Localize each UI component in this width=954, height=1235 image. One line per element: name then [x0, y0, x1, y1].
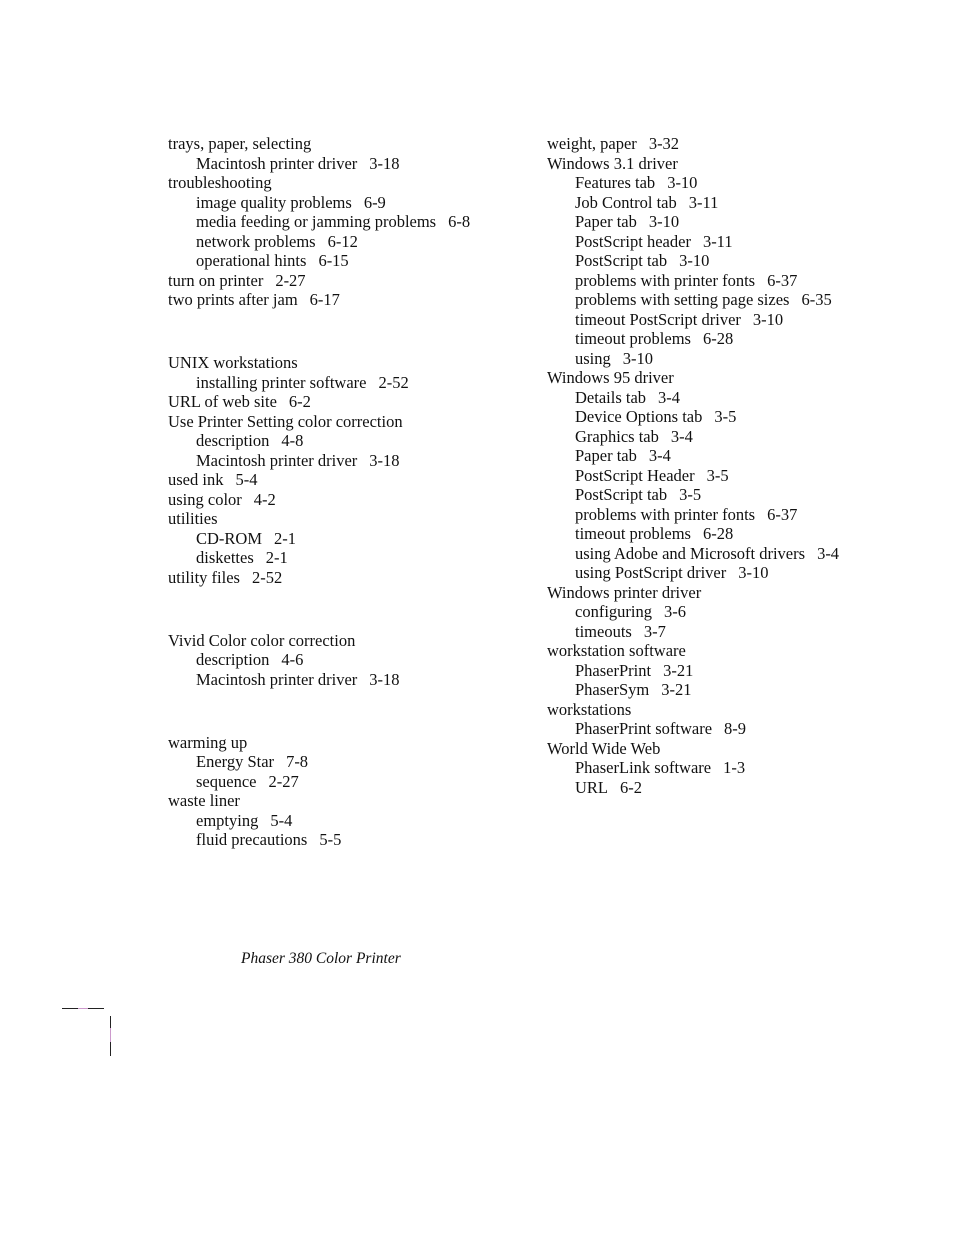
index-entry	[168, 353, 528, 373]
index-subentry	[547, 719, 927, 739]
index-term: URL of web site	[168, 392, 277, 411]
index-page-ref: 6-28	[702, 524, 734, 543]
index-page-ref: 3-10	[752, 309, 784, 329]
index-page-ref: 3-18	[369, 153, 400, 173]
index-subentry	[168, 830, 528, 850]
index-entry	[168, 392, 528, 412]
index-term: workstation software	[547, 641, 686, 660]
index-term: using	[575, 348, 611, 368]
index-entry	[547, 583, 927, 603]
index-term: operational hints	[196, 251, 307, 270]
index-page-ref: 2-52	[378, 372, 409, 392]
index-page-ref: 3-10	[679, 251, 710, 270]
index-subentry	[547, 758, 927, 778]
index-page-ref: 6-9	[363, 192, 386, 212]
index-entry	[168, 290, 528, 310]
index-entry	[168, 470, 528, 490]
index-term: UNIX workstations	[168, 353, 298, 372]
index-page-ref: 3-5	[679, 485, 702, 504]
index-term: turn on printer	[168, 270, 264, 290]
index-term: PostScript tab	[575, 485, 668, 504]
index-subentry	[547, 466, 927, 486]
index-page-ref: 2-52	[251, 567, 283, 587]
index-term: PostScript Header	[575, 465, 695, 485]
index-subentry	[168, 431, 528, 451]
index-entry	[547, 154, 927, 174]
index-page-ref: 6-8	[448, 212, 471, 231]
index-page-ref: 2-27	[268, 771, 299, 791]
index-term: Features tab	[575, 173, 656, 192]
index-page-ref: 6-28	[702, 329, 734, 348]
index-subentry	[547, 427, 927, 447]
index-subentry	[547, 680, 927, 700]
section-gap	[168, 310, 528, 354]
index-term: media feeding or jamming problems	[196, 212, 437, 231]
index-term: trays, paper, selecting	[168, 134, 312, 153]
index-page-ref: 6-2	[620, 777, 642, 797]
index-term: emptying	[196, 810, 259, 830]
index-term: Details tab	[575, 387, 647, 407]
section-gap	[168, 689, 528, 733]
index-page-ref: 4-8	[281, 431, 304, 450]
index-entry	[547, 368, 927, 388]
index-subentry	[547, 310, 927, 330]
index-subentry	[168, 650, 528, 670]
index-term: description	[196, 650, 270, 669]
index-term: Windows 95 driver	[547, 368, 674, 387]
index-subentry	[168, 811, 528, 831]
index-term: sequence	[196, 771, 257, 791]
index-page-ref: 6-2	[288, 392, 311, 411]
index-term: PostScript tab	[575, 251, 668, 270]
index-page-ref: 7-8	[286, 752, 309, 771]
index-entry	[168, 631, 528, 651]
index-term: installing printer software	[196, 372, 367, 392]
index-term: network problems	[196, 231, 316, 251]
index-subentry	[168, 154, 528, 174]
index-page-ref: 1-3	[723, 758, 746, 777]
footer-title: Phaser 380 Color Printer	[241, 950, 401, 967]
index-entry	[168, 134, 528, 154]
index-column-right	[547, 134, 927, 797]
index-subentry	[547, 661, 927, 681]
index-subentry	[547, 251, 927, 271]
index-subentry	[547, 505, 927, 525]
index-page-ref: 3-6	[663, 602, 686, 621]
index-subentry	[547, 271, 927, 291]
index-subentry	[168, 232, 528, 252]
index-term: problems with setting page sizes	[575, 290, 790, 309]
index-entry	[168, 412, 528, 432]
index-subentry	[547, 524, 927, 544]
index-page-ref: 6-12	[327, 231, 358, 251]
index-entry	[547, 641, 927, 661]
index-term: image quality problems	[196, 192, 352, 212]
index-page-ref: 3-10	[622, 348, 654, 368]
index-subentry	[547, 329, 927, 349]
index-term: waste liner	[168, 791, 240, 810]
index-term: World Wide Web	[547, 738, 661, 758]
index-term: Windows 3.1 driver	[547, 153, 678, 173]
index-term: Job Control tab	[575, 192, 677, 212]
index-page-ref: 6-37	[767, 270, 798, 290]
index-page-ref: 3-11	[688, 192, 719, 212]
index-term: fluid precautions	[196, 830, 308, 849]
index-term: PhaserSym	[575, 680, 650, 699]
index-page-ref: 3-10	[667, 173, 698, 192]
index-page-ref: 8-9	[724, 719, 747, 738]
index-term: Energy Star	[196, 752, 275, 771]
index-term: diskettes	[196, 548, 254, 567]
index-entry	[168, 568, 528, 588]
index-subentry	[168, 373, 528, 393]
index-term: used ink	[168, 470, 224, 489]
index-page-ref: 3-21	[663, 660, 694, 680]
index-term: Paper tab	[575, 212, 637, 231]
section-gap	[168, 587, 528, 631]
index-term: utilities	[168, 509, 218, 528]
index-term: timeout problems	[575, 524, 691, 543]
index-subentry	[168, 451, 528, 471]
index-subentry	[168, 193, 528, 213]
index-subentry	[547, 563, 927, 583]
index-page-ref: 2-27	[275, 270, 306, 290]
index-subentry	[547, 290, 927, 310]
index-term: Macintosh printer driver	[196, 450, 358, 470]
index-page-ref: 6-15	[318, 251, 349, 270]
index-term: timeout problems	[575, 329, 691, 348]
index-subentry	[168, 670, 528, 690]
index-subentry	[547, 485, 927, 505]
index-subentry	[168, 212, 528, 232]
index-subentry	[547, 446, 927, 466]
index-term: Macintosh printer driver	[196, 153, 358, 173]
index-term: Use Printer Setting color correction	[168, 411, 403, 431]
index-subentry	[168, 548, 528, 568]
index-term: troubleshooting	[168, 173, 272, 192]
index-subentry	[168, 529, 528, 549]
index-page-ref: 3-11	[702, 231, 733, 251]
index-page-ref: 5-4	[270, 810, 293, 830]
index-term: Paper tab	[575, 446, 637, 465]
index-page-ref: 6-17	[309, 290, 340, 309]
index-page-ref: 3-32	[648, 134, 680, 153]
index-page-ref: 3-18	[369, 669, 400, 689]
index-term: Device Options tab	[575, 407, 703, 426]
index-subentry	[547, 602, 927, 622]
index-term: warming up	[168, 732, 248, 752]
index-page-ref: 2-1	[274, 528, 297, 548]
index-entry	[168, 509, 528, 529]
index-subentry	[168, 251, 528, 271]
index-entry	[168, 490, 528, 510]
index-subentry	[168, 752, 528, 772]
index-page-ref: 3-21	[661, 680, 692, 699]
index-entry	[168, 791, 528, 811]
index-page-ref: 3-10	[648, 212, 680, 231]
index-term: using color	[168, 489, 242, 509]
index-term: PhaserPrint	[575, 660, 652, 680]
index-page-ref: 3-7	[643, 621, 666, 641]
index-term: configuring	[575, 602, 652, 621]
index-subentry	[547, 212, 927, 232]
index-term: Graphics tab	[575, 426, 659, 446]
index-page-ref: 6-37	[767, 504, 798, 524]
index-term: description	[196, 431, 270, 450]
index-term: timeout PostScript driver	[575, 309, 741, 329]
index-entry	[547, 134, 927, 154]
index-entry	[168, 173, 528, 193]
index-subentry	[547, 388, 927, 408]
index-subentry	[547, 622, 927, 642]
index-page-ref: 5-5	[319, 830, 342, 849]
index-page-ref: 4-2	[253, 489, 276, 509]
index-page-ref: 3-4	[648, 446, 671, 465]
index-page-ref: 3-4	[658, 387, 681, 407]
index-page-ref: 5-4	[235, 470, 258, 489]
index-term: weight, paper	[547, 134, 637, 153]
index-entry	[168, 733, 528, 753]
index-term: Windows printer driver	[547, 582, 702, 602]
index-column-left	[168, 134, 528, 850]
index-term: workstations	[547, 699, 632, 719]
index-term: URL	[575, 777, 608, 797]
index-subentry	[547, 173, 927, 193]
index-term: two prints after jam	[168, 290, 298, 309]
index-term: problems with printer fonts	[575, 504, 756, 524]
index-page-ref: 4-6	[281, 650, 304, 669]
index-entry	[547, 739, 927, 759]
index-page-ref: 3-10	[738, 563, 769, 582]
index-subentry	[547, 407, 927, 427]
index-page-ref: 6-35	[801, 290, 832, 309]
index-page-ref: 3-18	[369, 450, 400, 470]
index-term: Macintosh printer driver	[196, 669, 358, 689]
index-subentry	[547, 544, 927, 564]
index-subentry	[547, 349, 927, 369]
index-subentry	[547, 778, 927, 798]
index-term: problems with printer fonts	[575, 270, 756, 290]
crop-mark-accent-vertical	[110, 1028, 111, 1042]
index-term: using PostScript driver	[575, 563, 727, 582]
crop-mark-accent	[78, 1008, 88, 1009]
index-term: PhaserLink software	[575, 758, 712, 777]
index-subentry	[547, 193, 927, 213]
index-page-ref: 3-4	[670, 426, 693, 446]
index-term: PostScript header	[575, 231, 691, 251]
index-entry	[547, 700, 927, 720]
index-term: Vivid Color color correction	[168, 630, 356, 650]
index-term: CD-ROM	[196, 528, 263, 548]
index-page-ref: 3-5	[714, 407, 737, 426]
index-term: using Adobe and Microsoft drivers	[575, 543, 806, 563]
index-page-ref: 2-1	[265, 548, 288, 567]
index-subentry	[168, 772, 528, 792]
index-page-ref: 3-4	[817, 543, 840, 563]
index-term: PhaserPrint software	[575, 719, 713, 738]
index-page-ref: 3-5	[706, 465, 729, 485]
index-term: utility files	[168, 567, 240, 587]
index-subentry	[547, 232, 927, 252]
index-term: timeouts	[575, 621, 632, 641]
index-entry	[168, 271, 528, 291]
